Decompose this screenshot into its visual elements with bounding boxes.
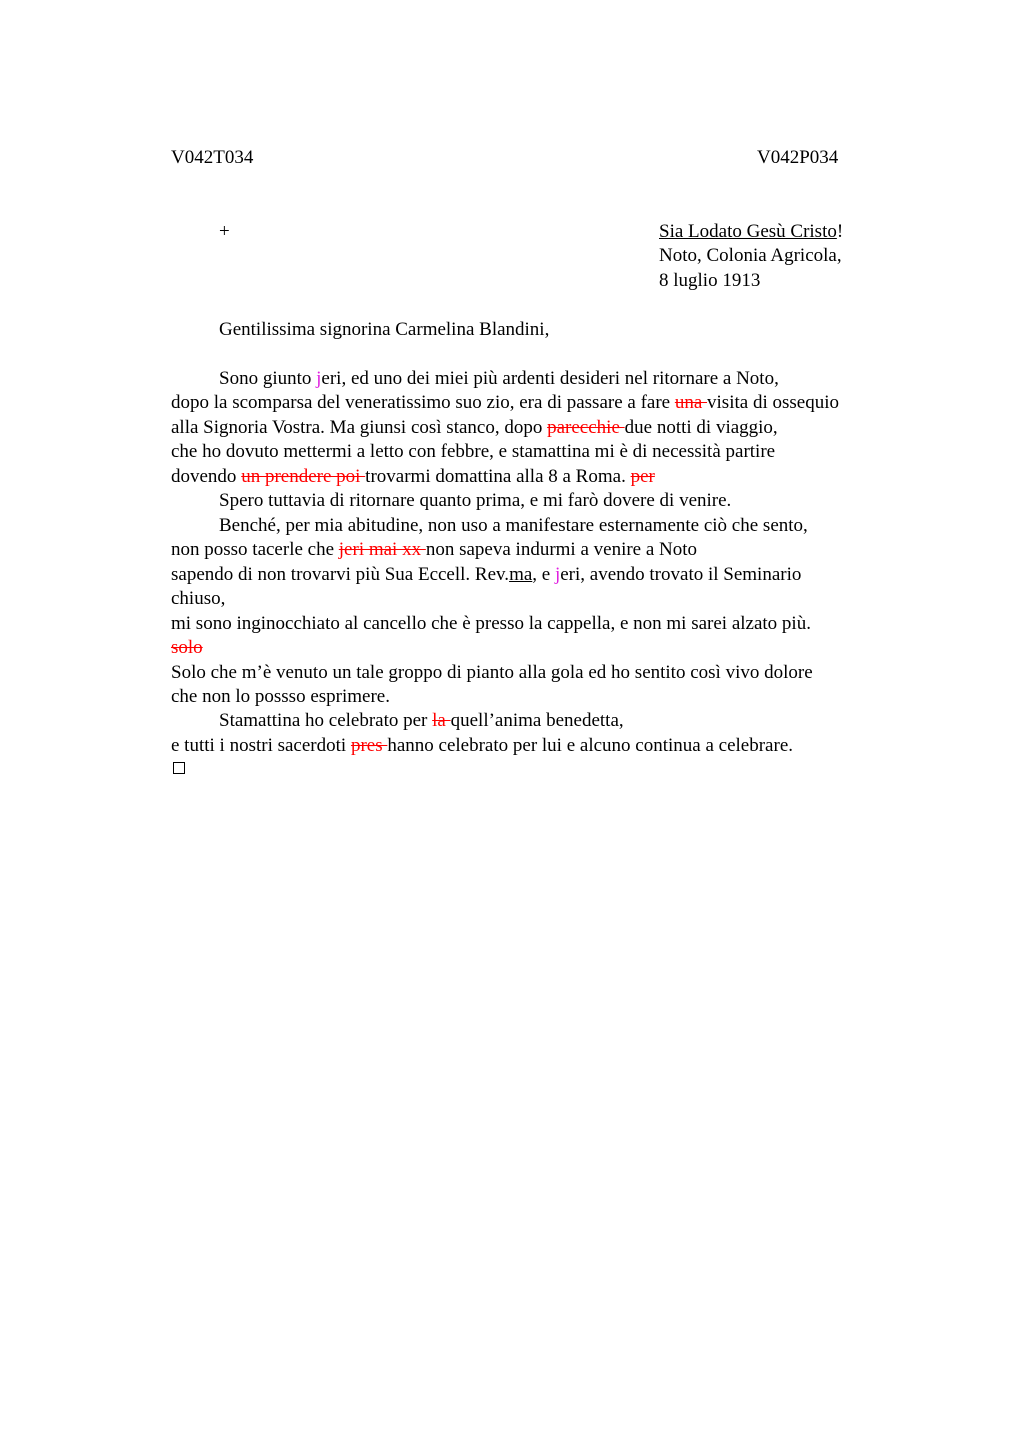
document-code-left: V042T034 <box>171 147 254 168</box>
text-run: Sono giunto <box>219 368 317 389</box>
body-line-4: che ho dovuto mettermi a letto con febbre, e stamattina mi è di necessità partire <box>171 441 776 462</box>
text-run: non posso tacerle che <box>171 539 339 560</box>
deleted-text: una <box>674 392 708 413</box>
deleted-text: per <box>630 466 655 487</box>
empty-square-icon <box>173 762 185 774</box>
text-run: eri, ed uno dei miei più ardenti desideri nel ritornare a Noto, <box>321 368 779 389</box>
text-run: e tutti i nostri sacerdoti <box>171 735 351 756</box>
invocation-end: ! <box>836 221 844 242</box>
text-run: dovendo <box>171 466 242 487</box>
salutation: Gentilissima signorina Carmelina Blandini, <box>219 319 550 340</box>
deleted-text: jeri mai xx <box>338 539 426 560</box>
deleted-text: parecchie <box>547 417 625 438</box>
text-run: eri, avendo trovato il Seminario <box>560 564 802 585</box>
insertion-mark: j <box>554 564 561 585</box>
text-run: quell’anima benedetta, <box>450 710 624 731</box>
text-run: due notti di viaggio, <box>624 417 778 438</box>
deleted-text: un prendere poi <box>241 466 366 487</box>
text-run: , e <box>532 564 555 585</box>
body-line-9 <box>171 563 801 587</box>
document-code-right: V042P034 <box>757 147 839 168</box>
body-line-10: chiuso, <box>171 588 226 609</box>
body-line-5 <box>171 465 655 489</box>
body-line-14: che non lo possso esprimere. <box>171 686 390 707</box>
body-line-6: Spero tuttavia di ritornare quanto prima, e mi farò dovere di venire. <box>219 490 732 511</box>
body-line-15 <box>219 709 624 733</box>
cross-symbol: + <box>219 221 230 242</box>
place-line: Noto, Colonia Agricola, <box>659 245 842 266</box>
body-line-13: Solo che m’è venuto un tale groppo di pianto alla gola ed ho sentito così vivo dolore <box>171 662 813 683</box>
body-line-8 <box>171 538 697 562</box>
text-run: Stamattina ho celebrato per <box>219 710 433 731</box>
underlined-text: ma <box>509 564 533 585</box>
body-line-1 <box>219 367 779 391</box>
text-run: hanno celebrato per lui e alcuno continua a celebrare. <box>387 735 793 756</box>
body-line-12 <box>171 636 203 660</box>
text-run: alla Signoria Vostra. Ma giunsi così stanco, dopo <box>171 417 548 438</box>
body-line-3 <box>171 416 778 440</box>
text-run: visita di ossequio <box>707 392 839 413</box>
text-run: trovarmi domattina alla 8 a Roma. <box>365 466 631 487</box>
text-run: non sapeva indurmi a venire a Noto <box>425 539 698 560</box>
body-line-11: mi sono inginocchiato al cancello che è presso la cappella, e non mi sarei alzato più. <box>171 613 811 634</box>
body-line-7: Benché, per mia abitudine, non uso a manifestare esternamente ciò che sento, <box>219 515 808 536</box>
invocation-underlined: Sia Lodato Gesù Cristo <box>659 221 837 242</box>
body-line-2 <box>171 391 839 415</box>
text-run: sapendo di non trovarvi più Sua Eccell. Rev. <box>171 564 510 585</box>
deleted-text: pres <box>350 735 388 756</box>
date-line: 8 luglio 1913 <box>659 270 761 291</box>
deleted-text: la <box>432 710 451 731</box>
insertion-mark: j <box>316 368 322 389</box>
invocation-line <box>659 220 843 244</box>
deleted-text: solo <box>171 637 203 658</box>
body-line-16 <box>171 734 793 758</box>
text-run: dopo la scomparsa del veneratissimo suo zio, era di passare a fare <box>171 392 675 413</box>
